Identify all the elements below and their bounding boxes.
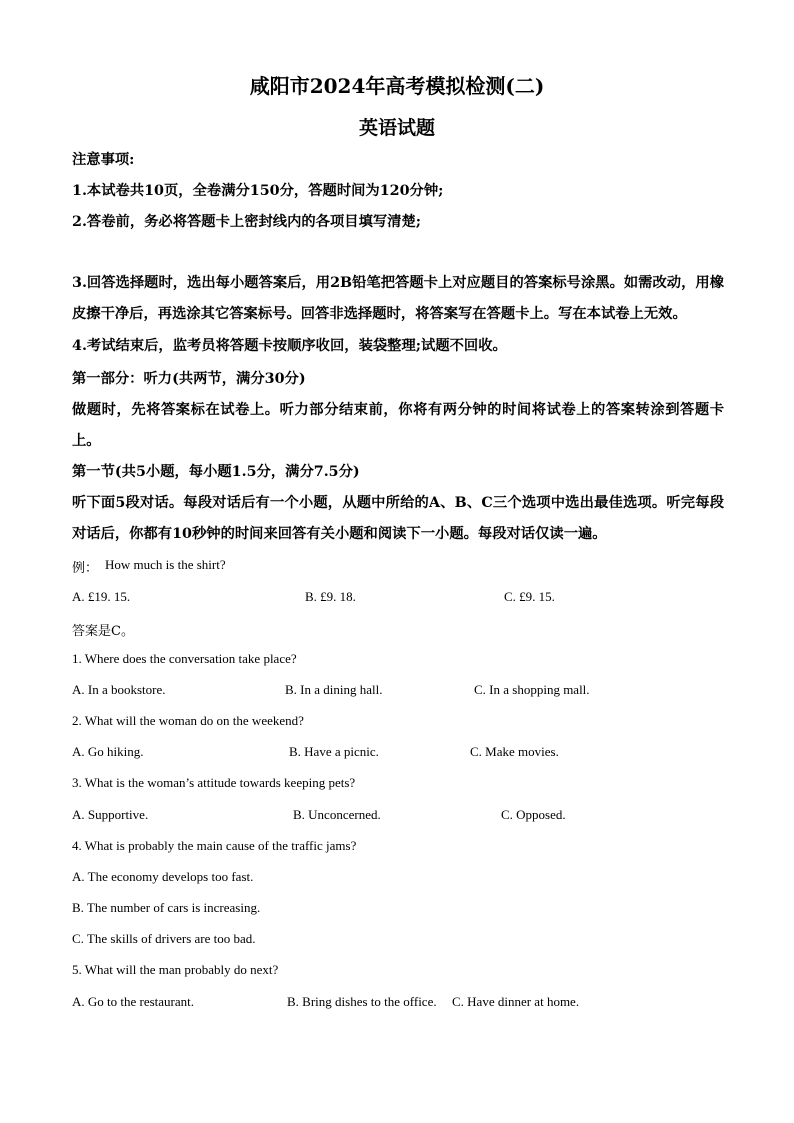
note-item-4: 4.考试结束后，监考员将答题卡按顺序收回，装袋整理;试题不回收。 [72,338,507,354]
q4-option-c: C. The skills of drivers are too bad. [72,931,256,946]
note-item-3: 3.回答选择题时，选出每小题答案后，用2B铅笔把答题卡上对应题目的答案标号涂黑。如需改动，用橡皮擦干净后，再选涂其它答案标号。回答非选择题时，将答案写在答题卡上。写在本试卷上无效。 [72,275,724,322]
note-item-1: 1.本试卷共10页，全卷满分150分，答题时间为120分钟; [72,183,444,199]
example-question: How much is the shirt? [105,557,226,572]
section1-heading: 第一节(共5小题，每小题1.5分，满分7.5分) [72,464,360,480]
question-3: 3. What is the woman’s attitude towards keeping pets? [72,775,356,790]
q2-option-a: A. Go hiking. [72,744,144,759]
q3-option-b: B. Unconcerned. [293,807,381,822]
q1-option-b: B. In a dining hall. [285,682,383,697]
example-option-c: C. £9. 15. [504,589,555,604]
example-option-a: A. £19. 15. [72,589,131,604]
part1-heading: 第一部分：听力(共两节，满分30分) [72,371,306,387]
q5-option-a: A. Go to the restaurant. [72,994,195,1009]
exam-subtitle: 英语试题 [358,117,435,139]
question-4: 4. What is probably the main cause of the traffic jams? [72,838,357,853]
question-2: 2. What will the woman do on the weekend? [72,713,304,728]
q4-option-a: A. The economy develops too fast. [72,869,254,884]
example-answer: 答案是C。 [72,624,134,639]
q1-option-a: A. In a bookstore. [72,682,166,697]
section1-instruction: 听下面5段对话。每段对话后有一个小题，从题中所给的A、B、C三个选项中选出最佳选项。听完每段对话后，你都有10秒钟的时间来回答有关小题和阅读下一小题。每段对话仅读一遍。 [72,495,724,542]
note-item-2: 2.答卷前，务必将答题卡上密封线内的各项目填写清楚; [72,214,422,230]
q2-option-b: B. Have a picnic. [289,744,379,759]
question-1: 1. Where does the conversation take place? [72,651,297,666]
q4-option-b: B. The number of cars is increasing. [72,900,261,915]
question-5: 5. What will the man probably do next? [72,962,279,977]
q2-option-c: C. Make movies. [470,744,559,759]
q5-option-c: C. Have dinner at home. [452,994,580,1009]
example-option-b: B. £9. 18. [305,589,356,604]
q3-option-c: C. Opposed. [501,807,566,822]
example-label: 例： [72,561,99,576]
q5-option-b: B. Bring dishes to the office. [287,994,437,1009]
notes-heading: 注意事项: [72,152,135,168]
part1-instruction: 做题时，先将答案标在试卷上。听力部分结束前，你将有两分钟的时间将试卷上的答案转涂到答题卡上。 [72,402,724,449]
exam-title: 咸阳市2024年高考模拟检测(二) [249,74,545,98]
q1-option-c: C. In a shopping mall. [474,682,590,697]
q3-option-a: A. Supportive. [72,807,149,822]
